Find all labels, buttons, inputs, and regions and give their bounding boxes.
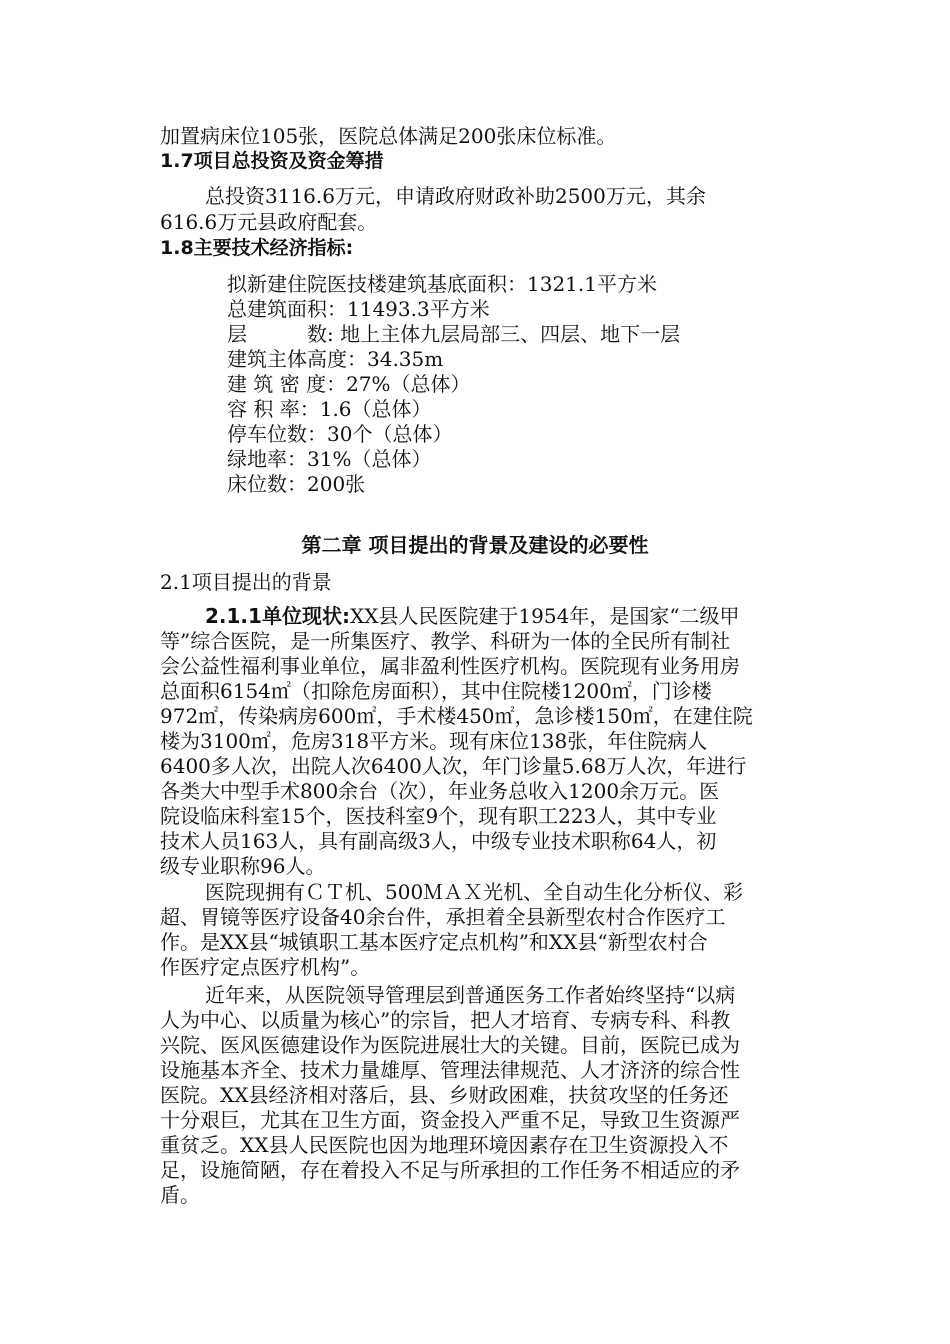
indicator-item: 拟新建住院医技楼建筑基底面积：1321.1平方米 [227,272,657,296]
indicator-item: 层 数: 地上主体九层局部三、四层、地下一层 [227,322,681,346]
body-line: 医院。XX县经济相对落后，县、乡财政困难，扶贫攻坚的任务还 [160,1083,729,1107]
body-line: 足，设施简陋，存在着投入不足与所承担的工作任务不相适应的矛 [160,1158,740,1182]
indicator-item: 绿地率：31%（总体） [227,447,432,471]
indicator-item: 建筑主体高度：34.35m [227,347,444,371]
body-line: 作医疗定点医疗机构”。 [160,955,371,979]
body-line: 技术人员163人，具有副高级3人，中级专业技术职称64人，初 [160,829,717,853]
body-line: 重贫乏。XX县人民医院也因为地理环境因素存在卫生资源投入不 [160,1133,729,1157]
body-line: 院设临床科室15个，医技科室9个，现有职工223人，其中专业 [160,804,717,828]
body-line: 616.6万元县政府配套。 [160,210,378,234]
body-line: 加置病床位105张，医院总体满足200张床位标准。 [160,124,617,148]
subsection-label-2-1-1: 2.1.1单位现状: [205,604,350,628]
body-line: 兴院、医风医德建设作为医院进展壮大的关键。目前，医院已成为 [160,1033,740,1057]
section-heading-2-1: 2.1项目提出的背景 [160,570,332,594]
body-line: 人为中心、以质量为核心”的宗旨，把人才培育、专病专科、科教 [160,1008,731,1032]
body-line: 作。是XX县“城镇职工基本医疗定点机构”和XX县“新型农村合 [160,930,708,954]
body-line: 医院现拥有ＣＴ机、500ＭＡＸ光机、全自动生化分析仪、彩 [205,880,744,904]
body-line: 楼为3100㎡，危房318平方米。现有床位138张，年住院病人 [160,729,708,753]
body-line: 总投资3116.6万元，申请政府财政补助2500万元，其余 [205,184,706,208]
indicator-item: 容 积 率：1.6（总体） [227,397,432,421]
body-line: 会公益性福利事业单位，属非盈利性医疗机构。医院现有业务用房 [160,654,740,678]
body-line: 6400多人次，出院人次6400人次，年门诊量5.68万人次，年进行 [160,754,747,778]
body-text: XX县人民医院建于1954年，是国家“二级甲 [349,604,740,628]
body-line: 十分艰巨，尤其在卫生方面，资金投入严重不足，导致卫生资源严 [160,1108,740,1132]
section-heading-1-7: 1.7项目总投资及资金筹措 [160,150,384,172]
body-line [205,604,810,629]
body-line: 各类大中型手术800余台（次），年业务总收入1200余万元。医 [160,779,720,803]
indicator-item: 停车位数：30个（总体） [227,422,453,446]
body-line: 近年来，从医院领导管理层到普通医务工作者始终坚持“以病 [205,983,736,1007]
body-line: 超、胃镜等医疗设备40余台件，承担着全县新型农村合作医疗工 [160,905,726,929]
body-line: 等”综合医院，是一所集医疗、教学、科研为一体的全民所有制社 [160,629,731,653]
body-line: 总面积6154㎡（扣除危房面积），其中住院楼1200㎡，门诊楼 [160,679,712,703]
section-heading-1-8: 1.8主要技术经济指标: [160,237,354,259]
body-line: 972㎡，传染病房600㎡，手术楼450㎡，急诊楼150㎡，在建住院 [160,704,753,728]
chapter-title: 第二章 项目提出的背景及建设的必要性 [301,533,649,557]
body-line: 设施基本齐全、技术力量雄厚、管理法律规范、人才济济的综合性 [160,1058,740,1082]
indicator-item: 床位数：200张 [227,472,366,496]
body-line: 级专业职称96人。 [160,854,326,878]
body-line: 盾。 [160,1183,200,1207]
indicator-item: 建 筑 密 度：27%（总体） [227,372,471,396]
indicator-item: 总建筑面积：11493.3平方米 [227,297,490,321]
